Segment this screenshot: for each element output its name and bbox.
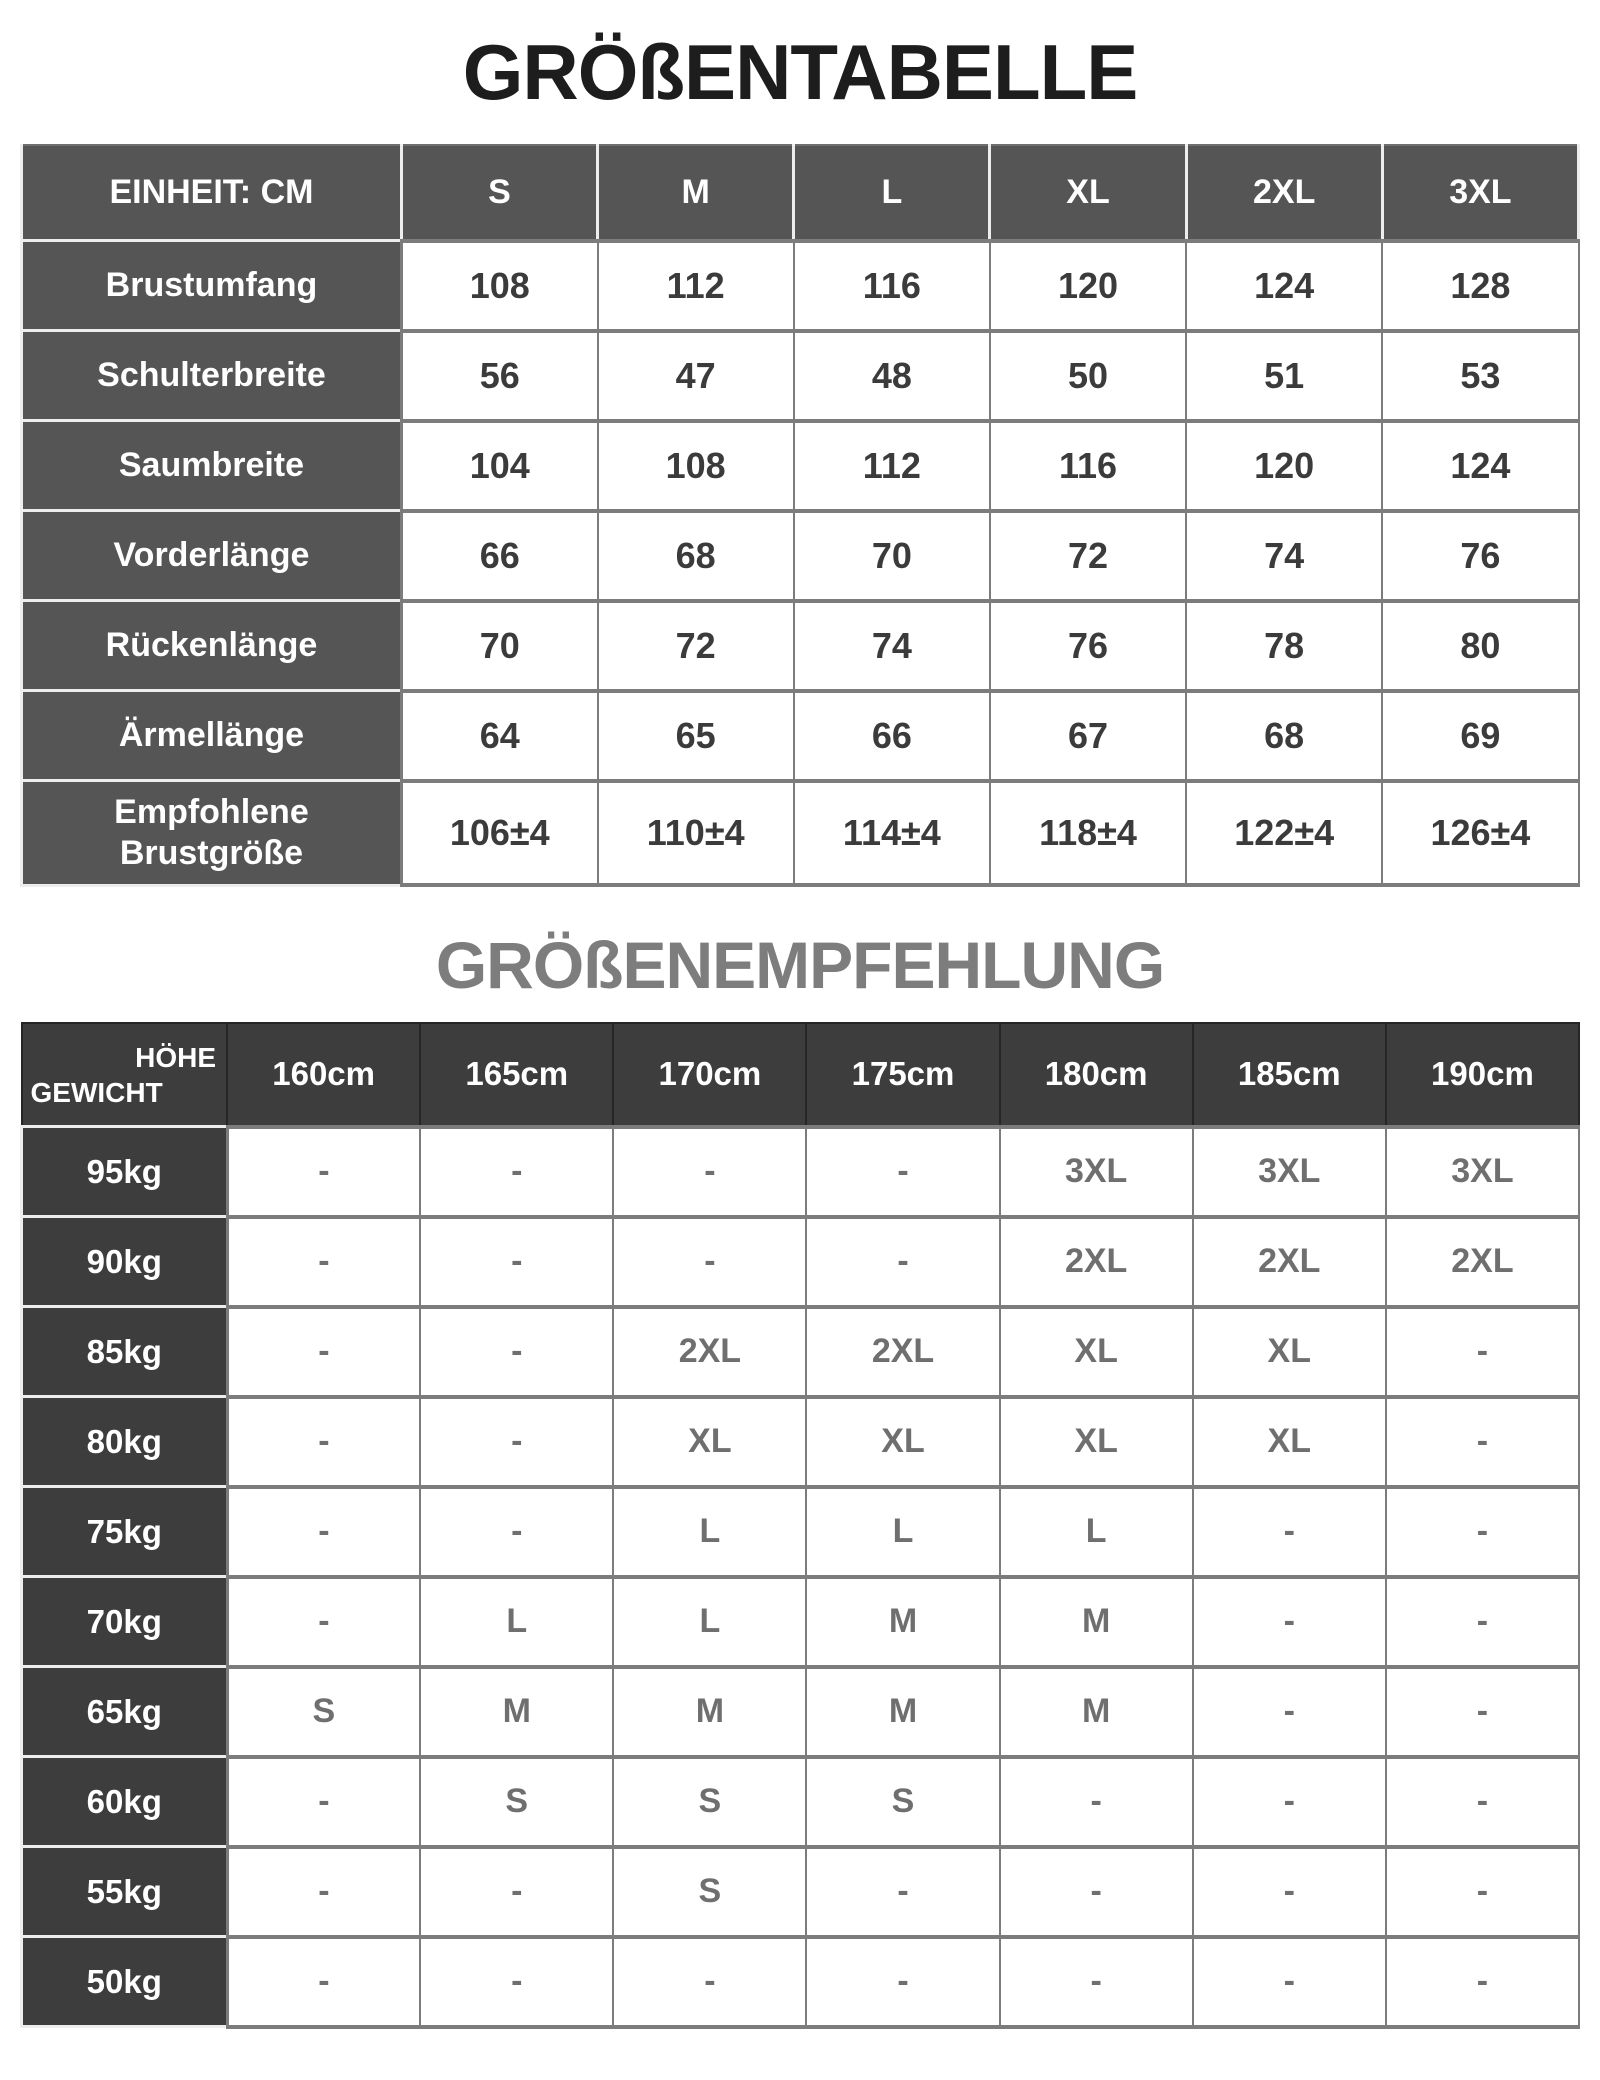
size-recommendation-cell: S <box>613 1847 806 1937</box>
measurement-value-cell: 118±4 <box>990 781 1186 886</box>
size-table <box>20 144 1580 888</box>
measurement-value-cell: 112 <box>598 241 794 331</box>
table-row <box>22 1937 1580 2027</box>
measurement-value-cell: 110±4 <box>598 781 794 886</box>
measurement-value-cell: 70 <box>794 511 990 601</box>
height-label: HÖHE <box>135 1041 217 1073</box>
size-column-header: S <box>401 145 597 241</box>
height-column-header: 175cm <box>806 1023 999 1127</box>
height-column-header: 180cm <box>1000 1023 1193 1127</box>
size-recommendation-cell: - <box>227 1217 420 1307</box>
size-recommendation-cell: - <box>420 1847 613 1937</box>
size-recommendation-cell: - <box>1386 1667 1579 1757</box>
measurement-value-cell: 124 <box>1382 421 1578 511</box>
size-recommendation-cell: XL <box>1193 1397 1386 1487</box>
measurement-value-cell: 106±4 <box>401 781 597 886</box>
size-recommendation-cell: 2XL <box>806 1307 999 1397</box>
table-row <box>22 331 1579 421</box>
size-recommendation-cell: XL <box>1193 1307 1386 1397</box>
size-recommendation-cell: - <box>227 1397 420 1487</box>
size-recommendation-cell: L <box>806 1487 999 1577</box>
size-recommendation-cell: - <box>1386 1307 1579 1397</box>
height-column-header: 165cm <box>420 1023 613 1127</box>
height-column-header: 160cm <box>227 1023 420 1127</box>
measurement-value-cell: 128 <box>1382 241 1578 331</box>
size-recommendation-cell: 2XL <box>1386 1217 1579 1307</box>
size-column-header: 2XL <box>1186 145 1382 241</box>
measurement-value-cell: 74 <box>1186 511 1382 601</box>
table-row <box>22 511 1579 601</box>
weight-row-label: 70kg <box>22 1577 228 1667</box>
size-recommendation-cell: - <box>1386 1577 1579 1667</box>
size-recommendation-cell: XL <box>613 1397 806 1487</box>
measurement-value-cell: 122±4 <box>1186 781 1382 886</box>
size-recommendation-cell: M <box>1000 1667 1193 1757</box>
size-recommendation-cell: - <box>613 1217 806 1307</box>
size-recommendation-cell: M <box>1000 1577 1193 1667</box>
measurement-label: Ärmellänge <box>22 691 402 781</box>
size-recommendation-cell: - <box>227 1757 420 1847</box>
size-recommendation-cell: - <box>420 1217 613 1307</box>
measurement-value-cell: 120 <box>1186 421 1382 511</box>
size-recommendation-cell: - <box>1193 1847 1386 1937</box>
size-recommendation-cell: - <box>1386 1757 1579 1847</box>
height-column-header: 185cm <box>1193 1023 1386 1127</box>
weight-row-label: 60kg <box>22 1757 228 1847</box>
measurement-value-cell: 53 <box>1382 331 1578 421</box>
page-title: GRÖßENTABELLE <box>462 28 1138 116</box>
size-recommendation-cell: - <box>1386 1487 1579 1577</box>
weight-row-label: 75kg <box>22 1487 228 1577</box>
size-recommendation-cell: - <box>420 1937 613 2027</box>
size-recommendation-cell: S <box>613 1757 806 1847</box>
size-recommendation-cell: - <box>1000 1937 1193 2027</box>
weight-row-label: 90kg <box>22 1217 228 1307</box>
size-recommendation-cell: - <box>420 1307 613 1397</box>
measurement-value-cell: 120 <box>990 241 1186 331</box>
measurement-value-cell: 74 <box>794 601 990 691</box>
measurement-value-cell: 80 <box>1382 601 1578 691</box>
measurement-value-cell: 66 <box>401 511 597 601</box>
table-row <box>22 1577 1580 1667</box>
size-recommendation-cell: 2XL <box>613 1307 806 1397</box>
size-recommendation-cell: - <box>613 1127 806 1217</box>
height-column-header: 170cm <box>613 1023 806 1127</box>
size-column-header: XL <box>990 145 1186 241</box>
size-recommendation-cell: - <box>1193 1937 1386 2027</box>
measurement-value-cell: 124 <box>1186 241 1382 331</box>
table-row <box>22 1307 1580 1397</box>
measurement-value-cell: 72 <box>598 601 794 691</box>
table-row <box>22 421 1579 511</box>
table-row <box>22 1217 1580 1307</box>
size-column-header: M <box>598 145 794 241</box>
size-recommendation-cell: XL <box>1000 1397 1193 1487</box>
size-recommendation-cell: XL <box>806 1397 999 1487</box>
measurement-value-cell: 68 <box>1186 691 1382 781</box>
measurement-value-cell: 112 <box>794 421 990 511</box>
size-recommendation-cell: - <box>420 1127 613 1217</box>
size-recommendation-cell: L <box>613 1577 806 1667</box>
size-recommendation-cell: - <box>227 1307 420 1397</box>
size-recommendation-cell: - <box>806 1937 999 2027</box>
measurement-value-cell: 76 <box>990 601 1186 691</box>
size-recommendation-cell: M <box>806 1667 999 1757</box>
measurement-label: Vorderlänge <box>22 511 402 601</box>
size-recommendation-cell: M <box>613 1667 806 1757</box>
weight-row-label: 55kg <box>22 1847 228 1937</box>
size-recommendation-cell: - <box>806 1217 999 1307</box>
size-recommendation-cell: - <box>1193 1487 1386 1577</box>
table-row <box>22 1127 1580 1217</box>
weight-row-label: 50kg <box>22 1937 228 2027</box>
size-recommendation-cell: - <box>227 1127 420 1217</box>
table-row <box>22 1487 1580 1577</box>
size-recommendation-table <box>20 1022 1580 2029</box>
measurement-value-cell: 126±4 <box>1382 781 1578 886</box>
measurement-label: Rückenlänge <box>22 601 402 691</box>
measurement-value-cell: 50 <box>990 331 1186 421</box>
height-weight-corner-cell <box>22 1023 228 1127</box>
measurement-label: Schulterbreite <box>22 331 402 421</box>
size-recommendation-cell: S <box>420 1757 613 1847</box>
measurement-value-cell: 116 <box>990 421 1186 511</box>
table-row <box>22 1397 1580 1487</box>
size-recommendation-cell: S <box>227 1667 420 1757</box>
size-recommendation-cell: M <box>420 1667 613 1757</box>
measurement-value-cell: 64 <box>401 691 597 781</box>
size-recommendation-cell: - <box>420 1487 613 1577</box>
size-recommendation-cell: - <box>1193 1577 1386 1667</box>
weight-row-label: 95kg <box>22 1127 228 1217</box>
measurement-label: Brustumfang <box>22 241 402 331</box>
measurement-value-cell: 104 <box>401 421 597 511</box>
weight-row-label: 80kg <box>22 1397 228 1487</box>
size-recommendation-cell: L <box>613 1487 806 1577</box>
weight-label: GEWICHT <box>30 1076 163 1108</box>
size-recommendation-cell: - <box>806 1847 999 1937</box>
size-column-header: 3XL <box>1382 145 1578 241</box>
size-recommendation-cell: - <box>1000 1847 1193 1937</box>
measurement-label: Empfohlene Brustgröße <box>22 781 402 886</box>
size-recommendation-cell: - <box>1386 1937 1579 2027</box>
table-row <box>22 1667 1580 1757</box>
size-recommendation-cell: 2XL <box>1000 1217 1193 1307</box>
size-recommendation-cell: - <box>1193 1757 1386 1847</box>
measurement-value-cell: 56 <box>401 331 597 421</box>
measurement-value-cell: 48 <box>794 331 990 421</box>
measurement-value-cell: 51 <box>1186 331 1382 421</box>
table-row <box>22 1847 1580 1937</box>
height-column-header: 190cm <box>1386 1023 1579 1127</box>
size-table-header-row <box>22 145 1579 241</box>
table-row <box>22 781 1579 886</box>
size-recommendation-cell: 2XL <box>1193 1217 1386 1307</box>
measurement-value-cell: 108 <box>401 241 597 331</box>
weight-row-label: 65kg <box>22 1667 228 1757</box>
size-recommendation-cell: - <box>420 1397 613 1487</box>
measurement-value-cell: 47 <box>598 331 794 421</box>
size-recommendation-cell: L <box>1000 1487 1193 1577</box>
measurement-value-cell: 70 <box>401 601 597 691</box>
weight-row-label: 85kg <box>22 1307 228 1397</box>
table-row <box>22 1757 1580 1847</box>
recommendation-header-row <box>22 1023 1580 1127</box>
size-recommendation-cell: - <box>1000 1757 1193 1847</box>
size-recommendation-cell: - <box>613 1937 806 2027</box>
measurement-value-cell: 72 <box>990 511 1186 601</box>
size-recommendation-cell: - <box>806 1127 999 1217</box>
measurement-value-cell: 116 <box>794 241 990 331</box>
size-recommendation-cell: - <box>227 1577 420 1667</box>
measurement-value-cell: 67 <box>990 691 1186 781</box>
size-recommendation-cell: - <box>1386 1397 1579 1487</box>
recommendation-title: GRÖßENEMPFEHLUNG <box>435 928 1165 1003</box>
size-recommendation-cell: - <box>227 1847 420 1937</box>
size-recommendation-cell: - <box>1193 1667 1386 1757</box>
size-recommendation-cell: S <box>806 1757 999 1847</box>
measurement-value-cell: 76 <box>1382 511 1578 601</box>
size-recommendation-cell: - <box>1386 1847 1579 1937</box>
measurement-value-cell: 66 <box>794 691 990 781</box>
size-recommendation-cell: L <box>420 1577 613 1667</box>
measurement-value-cell: 114±4 <box>794 781 990 886</box>
size-recommendation-cell: 3XL <box>1386 1127 1579 1217</box>
size-column-header: L <box>794 145 990 241</box>
table-row <box>22 691 1579 781</box>
size-recommendation-cell: 3XL <box>1193 1127 1386 1217</box>
measurement-value-cell: 108 <box>598 421 794 511</box>
size-recommendation-cell: - <box>227 1487 420 1577</box>
measurement-value-cell: 69 <box>1382 691 1578 781</box>
size-recommendation-cell: 3XL <box>1000 1127 1193 1217</box>
unit-header-cell: EINHEIT: CM <box>22 145 402 241</box>
measurement-value-cell: 68 <box>598 511 794 601</box>
size-recommendation-cell: XL <box>1000 1307 1193 1397</box>
measurement-value-cell: 78 <box>1186 601 1382 691</box>
table-row <box>22 241 1579 331</box>
table-row <box>22 601 1579 691</box>
size-recommendation-cell: - <box>227 1937 420 2027</box>
measurement-value-cell: 65 <box>598 691 794 781</box>
size-recommendation-cell: M <box>806 1577 999 1667</box>
measurement-label: Saumbreite <box>22 421 402 511</box>
